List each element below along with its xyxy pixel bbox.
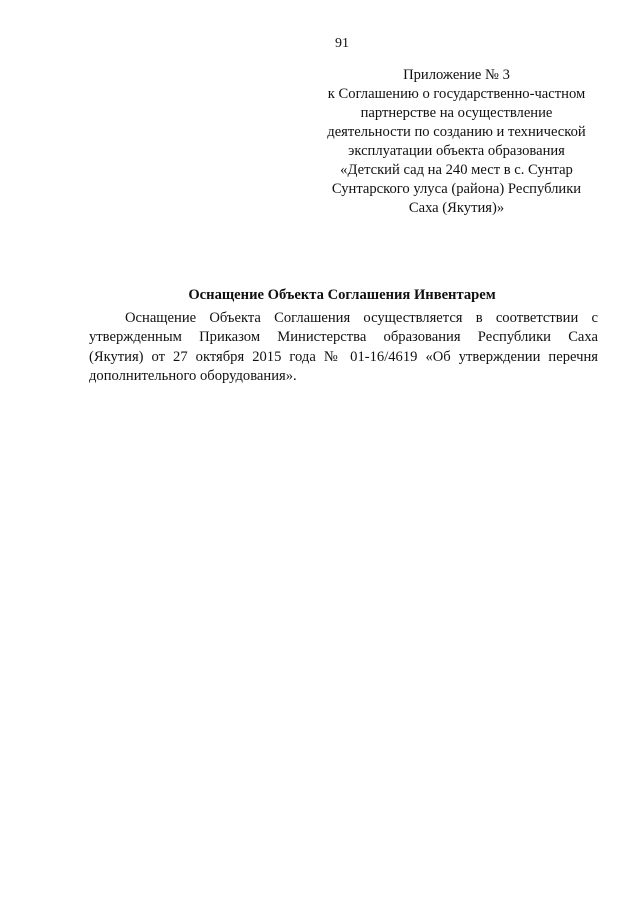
paragraph-line: (Якутия) от 27 октября 2015 года № 01-16/4619 «Об утверждении перечня xyxy=(89,348,598,365)
paragraph-line: утвержденным Приказом Министерства образования Республики Саха xyxy=(89,329,598,346)
section-paragraph xyxy=(89,309,598,386)
page-number: 91 xyxy=(335,36,349,51)
appendix-line: деятельности по созданию и технической xyxy=(327,124,586,140)
appendix-line: Саха (Якутия)» xyxy=(408,200,505,216)
paragraph-line: Оснащение Объекта Соглашения осуществляется в соответствии с xyxy=(125,310,598,326)
appendix-line: Сунтарского улуса (района) Республики xyxy=(331,181,582,197)
appendix-line: «Детский сад на 240 мест в с. Сунтар xyxy=(340,162,573,178)
appendix-line: к Соглашению о государственно-частном xyxy=(327,86,586,102)
paragraph-line: дополнительного оборудования». xyxy=(89,367,297,384)
appendix-line: эксплуатации объекта образования xyxy=(348,143,565,159)
appendix-line: Приложение № 3 xyxy=(403,67,510,83)
appendix-header xyxy=(303,66,610,218)
section-title: Оснащение Объекта Соглашения Инвентарем xyxy=(188,287,496,303)
appendix-line: партнерстве на осуществление xyxy=(360,105,553,121)
